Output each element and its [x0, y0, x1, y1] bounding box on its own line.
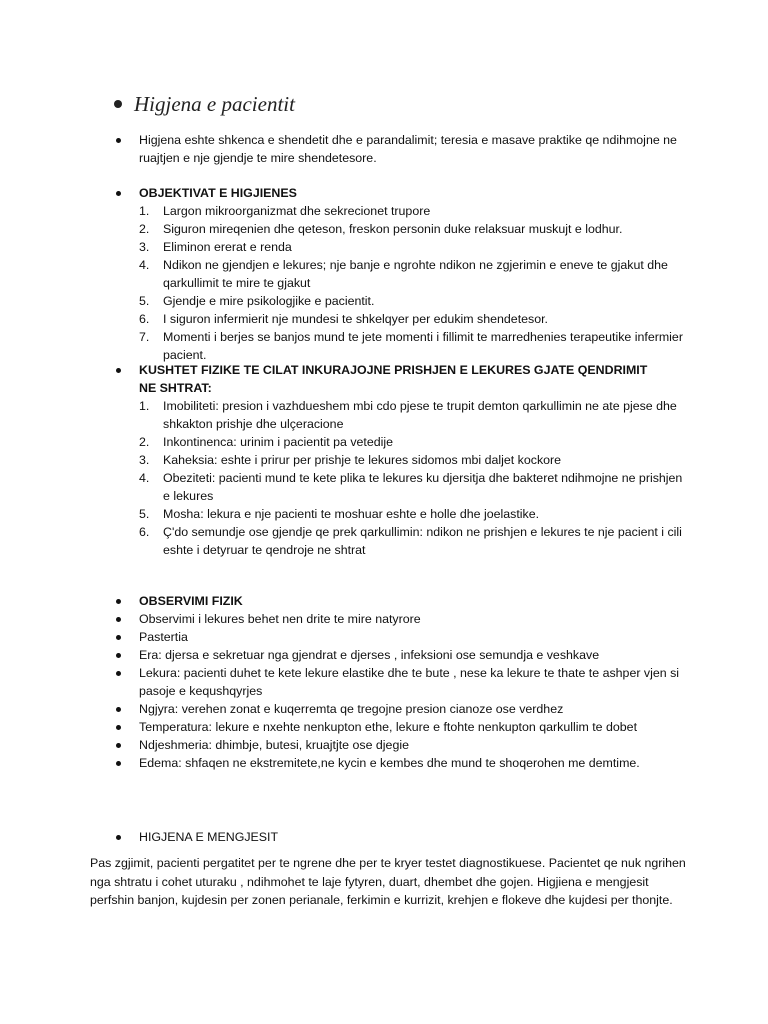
list-item: 7. Momenti i berjes se banjos mund te jete momenti i fillimit te marredhenies terapeutike infermier pacient.: [139, 330, 683, 362]
list-item: 6. I siguron infermierit nje mundesi te shkelqyer per edukim shendetesor.: [139, 312, 548, 326]
kushtet-heading: KUSHTET FIZIKE TE CILAT INKURAJOJNE PRISHJEN E LEKURES GJATE QENDRIMIT NE SHTRAT:: [0, 361, 768, 397]
intro-block: [0, 131, 768, 167]
list-item: 6. Ç'do semundje ose gjendje qe prek qarkullimin: ndikon ne prishjen e lekures te nje pacient i cili eshte i detyruar te qendroje ne shtrat: [139, 525, 682, 557]
list-item: Ndjeshmeria: dhimbje, butesi, kruajtjte ose djegie: [0, 736, 768, 754]
objektivat-heading: OBJEKTIVAT E HIGJIENES: [0, 184, 768, 202]
list-item: 2. Siguron mireqenien dhe qeteson, freskon personin duke relaksuar muskujt e lodhur.: [139, 222, 623, 236]
title-row: [114, 90, 295, 118]
list-item: 2. Inkontinenca: urinim i pacientit pa vetedije: [139, 435, 394, 449]
list-item: 1. Largon mikroorganizmat dhe sekrecionet trupore: [139, 204, 431, 218]
list-item: 3. Kaheksia: eshte i prirur per prishje te lekures sidomos mbi daljet kockore: [139, 453, 562, 467]
kushtet-section: [0, 361, 768, 559]
bullet-icon: [114, 100, 122, 108]
mengjesi-heading: HIGJENA E MENGJESIT: [0, 828, 768, 846]
list-item: 4. Ndikon ne gjendjen e lekures; nje banje e ngrohte ndikon ne zgjerimin e eneve te gjakut dhe qarkullimit te mire te gjakut: [139, 258, 668, 290]
list-item: 4. Obeziteti: pacienti mund te kete plika te lekures ku djersitja dhe bakteret ndihmojne ne prishjen e lekures: [139, 471, 683, 503]
list-item: Lekura: pacienti duhet te kete lekure elastike dhe te bute , nese ka lekure te thate te ashper vjen si pasoje e kequshqyrjes: [0, 664, 768, 700]
list-item: 1. Imobiliteti: presion i vazhdueshem mbi cdo pjese te trupit demton qarkullimin ne ate pjese dhe shkakton prishje dhe ulçeracione: [139, 399, 677, 431]
list-item: Ngjyra: verehen zonat e kuqerremta qe tregojne presion cianoze ose verdhez: [0, 700, 768, 718]
list-item: 3. Eliminon ererat e renda: [139, 240, 292, 254]
list-item: Era: djersa e sekretuar nga gjendrat e djerses , infeksioni ose semundja e veshkave: [0, 646, 768, 664]
intro-paragraph: Higjena eshte shkenca e shendetit dhe e parandalimit; teresia e masave praktike qe ndihmojne ne ruajtjen e nje gjendje te mire shendetesore.: [0, 131, 768, 167]
list-item: Pastertia: [0, 628, 768, 646]
list-item: Observimi i lekures behet nen drite te mire natyrore: [0, 610, 768, 628]
objektivat-section: [0, 184, 768, 364]
observimi-section: [0, 592, 768, 772]
list-item: 5. Gjendje e mire psikologjike e pacientit.: [139, 294, 375, 308]
list-item: Edema: shfaqen ne ekstremitete,ne kycin e kembes dhe mund te shoqerohen me demtime.: [0, 754, 768, 772]
list-item: 5. Mosha: lekura e nje pacienti te moshuar eshte e holle dhe joelastike.: [139, 507, 540, 521]
observimi-heading: OBSERVIMI FIZIK: [0, 592, 768, 610]
mengjesi-paragraph: Pas zgjimit, pacienti pergatitet per te ngrene dhe per te kryer testet diagnostikuese. Pacientet qe nuk ngrihen nga shtratu i cohet uturaku , ndihmohet te laje fytyren, duart, dhembet dhe gojen. Higjiena e mengjesit perfshin banjon, kujdesin per zonen perianale, ferkimin e kurrizit, krehjen e flokeve dhe kujdesi per thonjte.: [90, 856, 686, 907]
list-item: Temperatura: lekure e nxehte nenkupton ethe, lekure e ftohte nenkupton qarkullim te dobet: [0, 718, 768, 736]
page-title: Higjena e pacientit: [134, 91, 295, 116]
mengjesi-section: [0, 828, 768, 846]
